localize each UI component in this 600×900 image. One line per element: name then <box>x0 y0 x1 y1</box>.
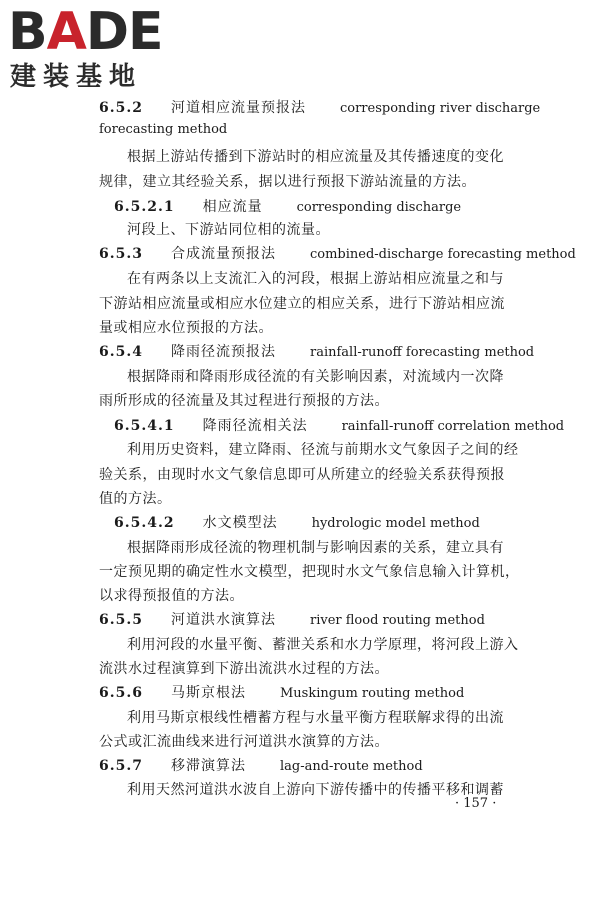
page-number: · 157 · <box>455 796 497 811</box>
body-line: 雨所形成的径流量及其过程进行预报的方法。 <box>99 393 389 409</box>
section-title-zh: 马斯京根法 <box>170 685 246 701</box>
heading-6-5-2-1 <box>114 197 461 218</box>
section-title-zh: 河道相应流量预报法 <box>170 100 306 116</box>
section-number: 6.5.4.1 <box>114 418 175 434</box>
section-title-zh: 移滞演算法 <box>170 758 246 774</box>
section-title-zh: 水文模型法 <box>202 515 278 531</box>
body-line: 根据上游站传播到下游站时的相应流量及其传播速度的变化 <box>127 149 504 165</box>
section-title-zh: 降雨径流相关法 <box>202 418 308 434</box>
section-number: 6.5.7 <box>99 758 143 774</box>
body-line: 公式或汇流曲线来进行河道洪水演算的方法。 <box>99 734 389 750</box>
section-number: 6.5.5 <box>99 612 143 628</box>
body-line: 验关系，由现时水文气象信息即可从所建立的经验关系获得预报 <box>99 467 505 483</box>
body-line: 利用河段的水量平衡、蓄泄关系和水力学原理，将河段上游入 <box>127 637 519 653</box>
section-title-en: Muskingum routing method <box>279 686 465 701</box>
section-number: 6.5.6 <box>99 685 143 701</box>
body-line: 一定预见期的确定性水文模型，把现时水文气象信息输入计算机， <box>99 564 520 580</box>
heading-6-5-2 <box>99 98 540 119</box>
section-title-zh: 相应流量 <box>202 199 263 215</box>
section-title-en: river flood routing method <box>309 613 485 628</box>
section-number: 6.5.4.2 <box>114 515 175 531</box>
body-line: 规律，建立其经验关系，据以进行预报下游站流量的方法。 <box>99 174 476 190</box>
heading-6-5-4 <box>99 342 534 363</box>
heading-6-5-5 <box>99 610 485 631</box>
section-title-en: lag-and-route method <box>279 759 423 774</box>
section-title-en: rainfall-runoff forecasting method <box>309 345 535 360</box>
body-line: 河段上、下游站同位相的流量。 <box>127 222 330 238</box>
section-number: 6.5.4 <box>99 344 143 360</box>
section-title-en: combined-discharge forecasting method <box>309 247 576 262</box>
heading-6-5-6 <box>99 683 464 704</box>
section-title-zh: 合成流量预报法 <box>170 246 276 262</box>
body-line: 值的方法。 <box>99 491 172 507</box>
heading-6-5-4-2 <box>114 513 480 534</box>
section-number: 6.5.3 <box>99 246 143 262</box>
section-title-en: hydrologic model method <box>311 516 480 531</box>
section-title-en: corresponding river discharge <box>339 101 541 116</box>
section-number: 6.5.2.1 <box>114 199 175 215</box>
heading-6-5-3 <box>99 244 576 265</box>
body-line: 以求得预报值的方法。 <box>99 588 244 604</box>
section-title-en: corresponding discharge <box>296 200 462 215</box>
body-line: 利用历史资料，建立降雨、径流与前期水文气象因子之间的经 <box>127 442 519 458</box>
body-line: 利用天然河道洪水波自上游向下游传播中的传播平移和调蓄 <box>127 782 504 798</box>
heading-6-5-4-1 <box>114 416 564 437</box>
body-line: 利用马斯京根线性槽蓄方程与水量平衡方程联解求得的出流 <box>127 710 504 726</box>
section-title-en: rainfall-runoff correlation method <box>341 419 565 434</box>
section-title-zh: 降雨径流预报法 <box>170 344 276 360</box>
body-line: 在有两条以上支流汇入的河段，根据上游站相应流量之和与 <box>127 271 504 287</box>
body-line: 根据降雨和降雨形成径流的有关影响因素，对流域内一次降 <box>127 369 504 385</box>
logo-wordmark: BADE <box>8 2 163 62</box>
body-line: 下游站相应流量或相应水位建立的相应关系，进行下游站相应流 <box>99 296 505 312</box>
section-title-zh: 河道洪水演算法 <box>170 612 276 628</box>
section-title-en-cont: forecasting method <box>99 122 228 137</box>
bade-logo <box>8 2 178 96</box>
heading-6-5-7 <box>99 756 423 777</box>
logo-subtitle: 建装基地 <box>10 62 143 92</box>
section-number: 6.5.2 <box>99 100 143 116</box>
body-line: 流洪水过程演算到下游出流洪水过程的方法。 <box>99 661 389 677</box>
body-line: 量或相应水位预报的方法。 <box>99 320 273 336</box>
body-line: 根据降雨形成径流的物理机制与影响因素的关系，建立具有 <box>127 540 504 556</box>
